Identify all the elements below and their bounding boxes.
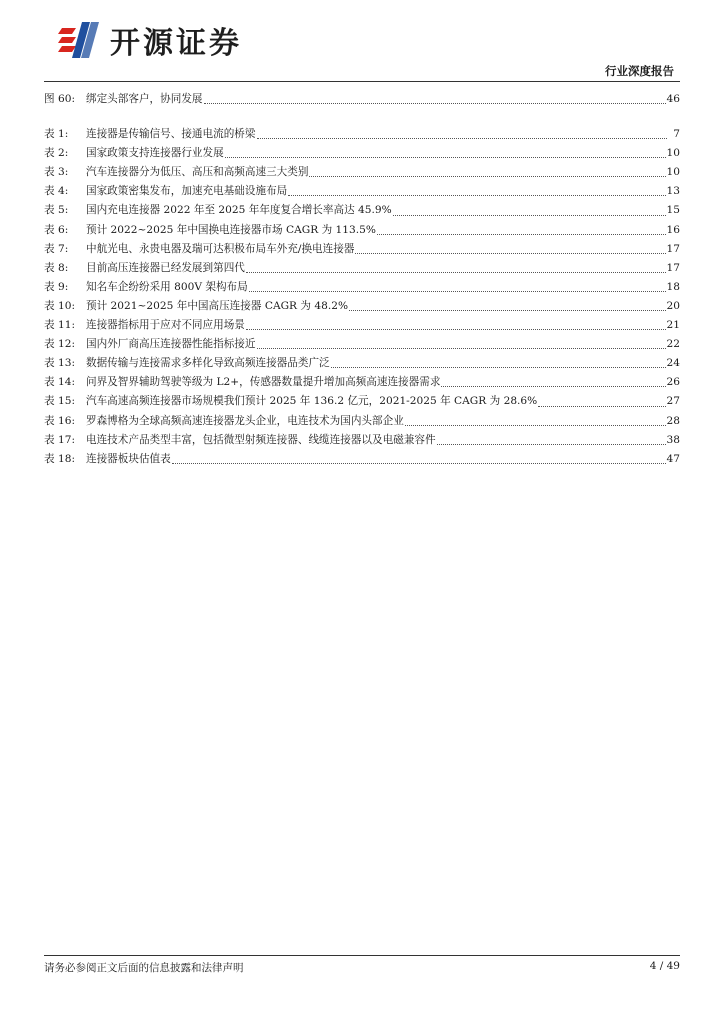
toc-entry-page[interactable]: 22 xyxy=(666,338,680,351)
brand-name: 开源证券 xyxy=(110,26,242,61)
dot-leader xyxy=(246,271,666,273)
toc-entry-label: 表 18: xyxy=(44,452,76,465)
toc-entry-label: 表 4: xyxy=(44,185,69,198)
page-number: 4 / 49 xyxy=(649,960,680,972)
dot-leader xyxy=(246,328,666,330)
toc-entry-title[interactable]: 绑定头部客户，协同发展 xyxy=(86,93,203,105)
report-type-label: 行业深度报告 xyxy=(605,64,674,78)
dot-leader xyxy=(204,102,666,104)
toc-entry-label: 表 6: xyxy=(44,223,69,236)
toc-table-row[interactable] xyxy=(44,297,680,316)
toc-entry-page[interactable]: 10 xyxy=(666,166,680,179)
toc-entry-title[interactable]: 连接器是传输信号、接通电流的桥梁 xyxy=(86,128,256,141)
toc-entry-page[interactable]: 13 xyxy=(666,185,680,198)
dot-leader xyxy=(441,385,665,387)
toc-entry-page[interactable]: 16 xyxy=(666,223,680,236)
toc-entry-page[interactable]: 20 xyxy=(666,299,680,312)
toc-table-row[interactable] xyxy=(44,201,680,220)
toc-table-row[interactable] xyxy=(44,412,680,431)
toc-table-row[interactable] xyxy=(44,335,680,354)
toc-entry-title[interactable]: 国家政策支持连接器行业发展 xyxy=(86,147,224,160)
brand-logo xyxy=(58,18,242,62)
toc-table-row[interactable] xyxy=(44,450,680,469)
toc-entry-label: 图 60: xyxy=(44,93,76,105)
toc-entry-page[interactable]: 26 xyxy=(666,376,680,389)
toc-entry-title[interactable]: 电连技术产品类型丰富，包括微型射频连接器、线缆连接器以及电磁兼容件 xyxy=(86,433,436,446)
toc-entry-title[interactable]: 问界及智界辅助驾驶等级为 L2+，传感器数量提升增加高频高速连接器需求 xyxy=(86,376,441,389)
toc-entry-title[interactable]: 数据传输与连接需求多样化导致高频连接器品类广泛 xyxy=(86,357,330,370)
toc-entry-title[interactable]: 国家政策密集发布，加速充电基础设施布局 xyxy=(86,185,288,198)
toc-entry-page[interactable]: 24 xyxy=(666,357,680,370)
toc-entry-title[interactable]: 连接器板块估值表 xyxy=(86,452,171,465)
toc-figure-row[interactable] xyxy=(44,90,680,109)
dot-leader xyxy=(225,156,666,158)
toc-entry-title[interactable]: 预计 2021~2025 年中国高压连接器 CAGR 为 48.2% xyxy=(86,299,349,312)
toc-entry-page[interactable]: 17 xyxy=(666,242,680,255)
header-divider xyxy=(44,81,680,82)
toc-table-row[interactable] xyxy=(44,278,680,297)
dot-leader xyxy=(538,405,665,407)
toc-entry-title[interactable]: 知名车企纷纷采用 800V 架构布局 xyxy=(86,280,248,293)
toc-entry-label: 表 1: xyxy=(44,128,69,141)
toc-table-row[interactable] xyxy=(44,144,680,163)
table-list xyxy=(44,125,680,469)
toc-entry-title[interactable]: 国内充电连接器 2022 年至 2025 年年度复合增长率高达 45.9% xyxy=(86,204,392,217)
toc-entry-page[interactable]: 17 xyxy=(666,261,680,274)
toc-table-row[interactable] xyxy=(44,125,680,144)
toc-entry-label: 表 12: xyxy=(44,338,76,351)
toc-entry-label: 表 10: xyxy=(44,299,76,312)
toc-entry-label: 表 14: xyxy=(44,376,76,389)
toc-entry-page[interactable]: 15 xyxy=(666,204,680,217)
disclaimer-text: 请务必参阅正文后面的信息披露和法律声明 xyxy=(44,962,244,974)
toc-table-row[interactable] xyxy=(44,373,680,392)
toc-entry-label: 表 11: xyxy=(44,319,76,332)
figure-list xyxy=(44,90,680,109)
toc-entry-page[interactable]: 10 xyxy=(666,147,680,160)
dot-leader xyxy=(349,309,666,311)
toc-table-row[interactable] xyxy=(44,240,680,259)
toc-entry-label: 表 8: xyxy=(44,261,69,274)
footer-divider xyxy=(44,955,680,956)
toc-table-row[interactable] xyxy=(44,182,680,201)
toc-table-row[interactable] xyxy=(44,392,680,411)
toc-entry-title[interactable]: 汽车连接器分为低压、高压和高频高速三大类别 xyxy=(86,166,309,179)
toc-entry-label: 表 3: xyxy=(44,166,69,179)
toc-entry-page[interactable]: 47 xyxy=(666,452,680,465)
toc-table-row[interactable] xyxy=(44,259,680,278)
toc-entry-label: 表 5: xyxy=(44,204,69,217)
toc-entry-title[interactable]: 中航光电、永贵电器及瑞可达积极布局车外充/换电连接器 xyxy=(86,242,355,255)
logo-icon xyxy=(58,18,102,62)
dot-leader xyxy=(405,424,666,426)
toc-entry-page[interactable]: 7 xyxy=(673,128,680,141)
toc-entry-label: 表 15: xyxy=(44,395,76,408)
toc-entry-page[interactable]: 46 xyxy=(666,93,680,105)
dot-leader xyxy=(257,347,666,349)
dot-leader xyxy=(393,214,666,216)
dot-leader xyxy=(172,462,666,464)
toc-table-row[interactable] xyxy=(44,221,680,240)
toc-table-row[interactable] xyxy=(44,354,680,373)
toc-entry-title[interactable]: 汽车高速高频连接器市场规模我们预计 2025 年 136.2 亿元，2021-2025 年 CAGR 为 28.6% xyxy=(86,395,538,408)
toc-entry-page[interactable]: 18 xyxy=(666,280,680,293)
section-gap xyxy=(44,109,680,125)
toc-entry-title[interactable]: 连接器指标用于应对不同应用场景 xyxy=(86,319,245,332)
toc-entry-label: 表 2: xyxy=(44,147,69,160)
toc-entry-label: 表 16: xyxy=(44,414,76,427)
toc-entry-title[interactable]: 罗森博格为全球高频高速连接器龙头企业，电连技术为国内头部企业 xyxy=(86,414,404,427)
dot-leader xyxy=(355,252,665,254)
toc-entry-page[interactable]: 28 xyxy=(666,414,680,427)
toc-entry-page[interactable]: 38 xyxy=(666,433,680,446)
toc-entry-page[interactable]: 27 xyxy=(666,395,680,408)
toc-entry-title[interactable]: 国内外厂商高压连接器性能指标接近 xyxy=(86,338,256,351)
toc-entry-title[interactable]: 目前高压连接器已经发展到第四代 xyxy=(86,261,245,274)
toc-entry-label: 表 17: xyxy=(44,433,76,446)
toc-table-row[interactable] xyxy=(44,316,680,335)
dot-leader xyxy=(288,194,665,196)
table-of-contents xyxy=(44,90,680,469)
toc-table-row[interactable] xyxy=(44,431,680,450)
toc-entry-label: 表 9: xyxy=(44,280,69,293)
dot-leader xyxy=(309,175,665,177)
dot-leader xyxy=(437,443,666,445)
toc-entry-label: 表 13: xyxy=(44,357,76,370)
dot-leader xyxy=(377,233,666,235)
toc-entry-title[interactable]: 预计 2022~2025 年中国换电连接器市场 CAGR 为 113.5% xyxy=(86,223,376,236)
dot-leader xyxy=(257,137,668,139)
toc-entry-label: 表 7: xyxy=(44,242,69,255)
toc-entry-page[interactable]: 21 xyxy=(666,319,680,332)
dot-leader xyxy=(249,290,666,292)
toc-table-row[interactable] xyxy=(44,163,680,182)
dot-leader xyxy=(331,366,666,368)
